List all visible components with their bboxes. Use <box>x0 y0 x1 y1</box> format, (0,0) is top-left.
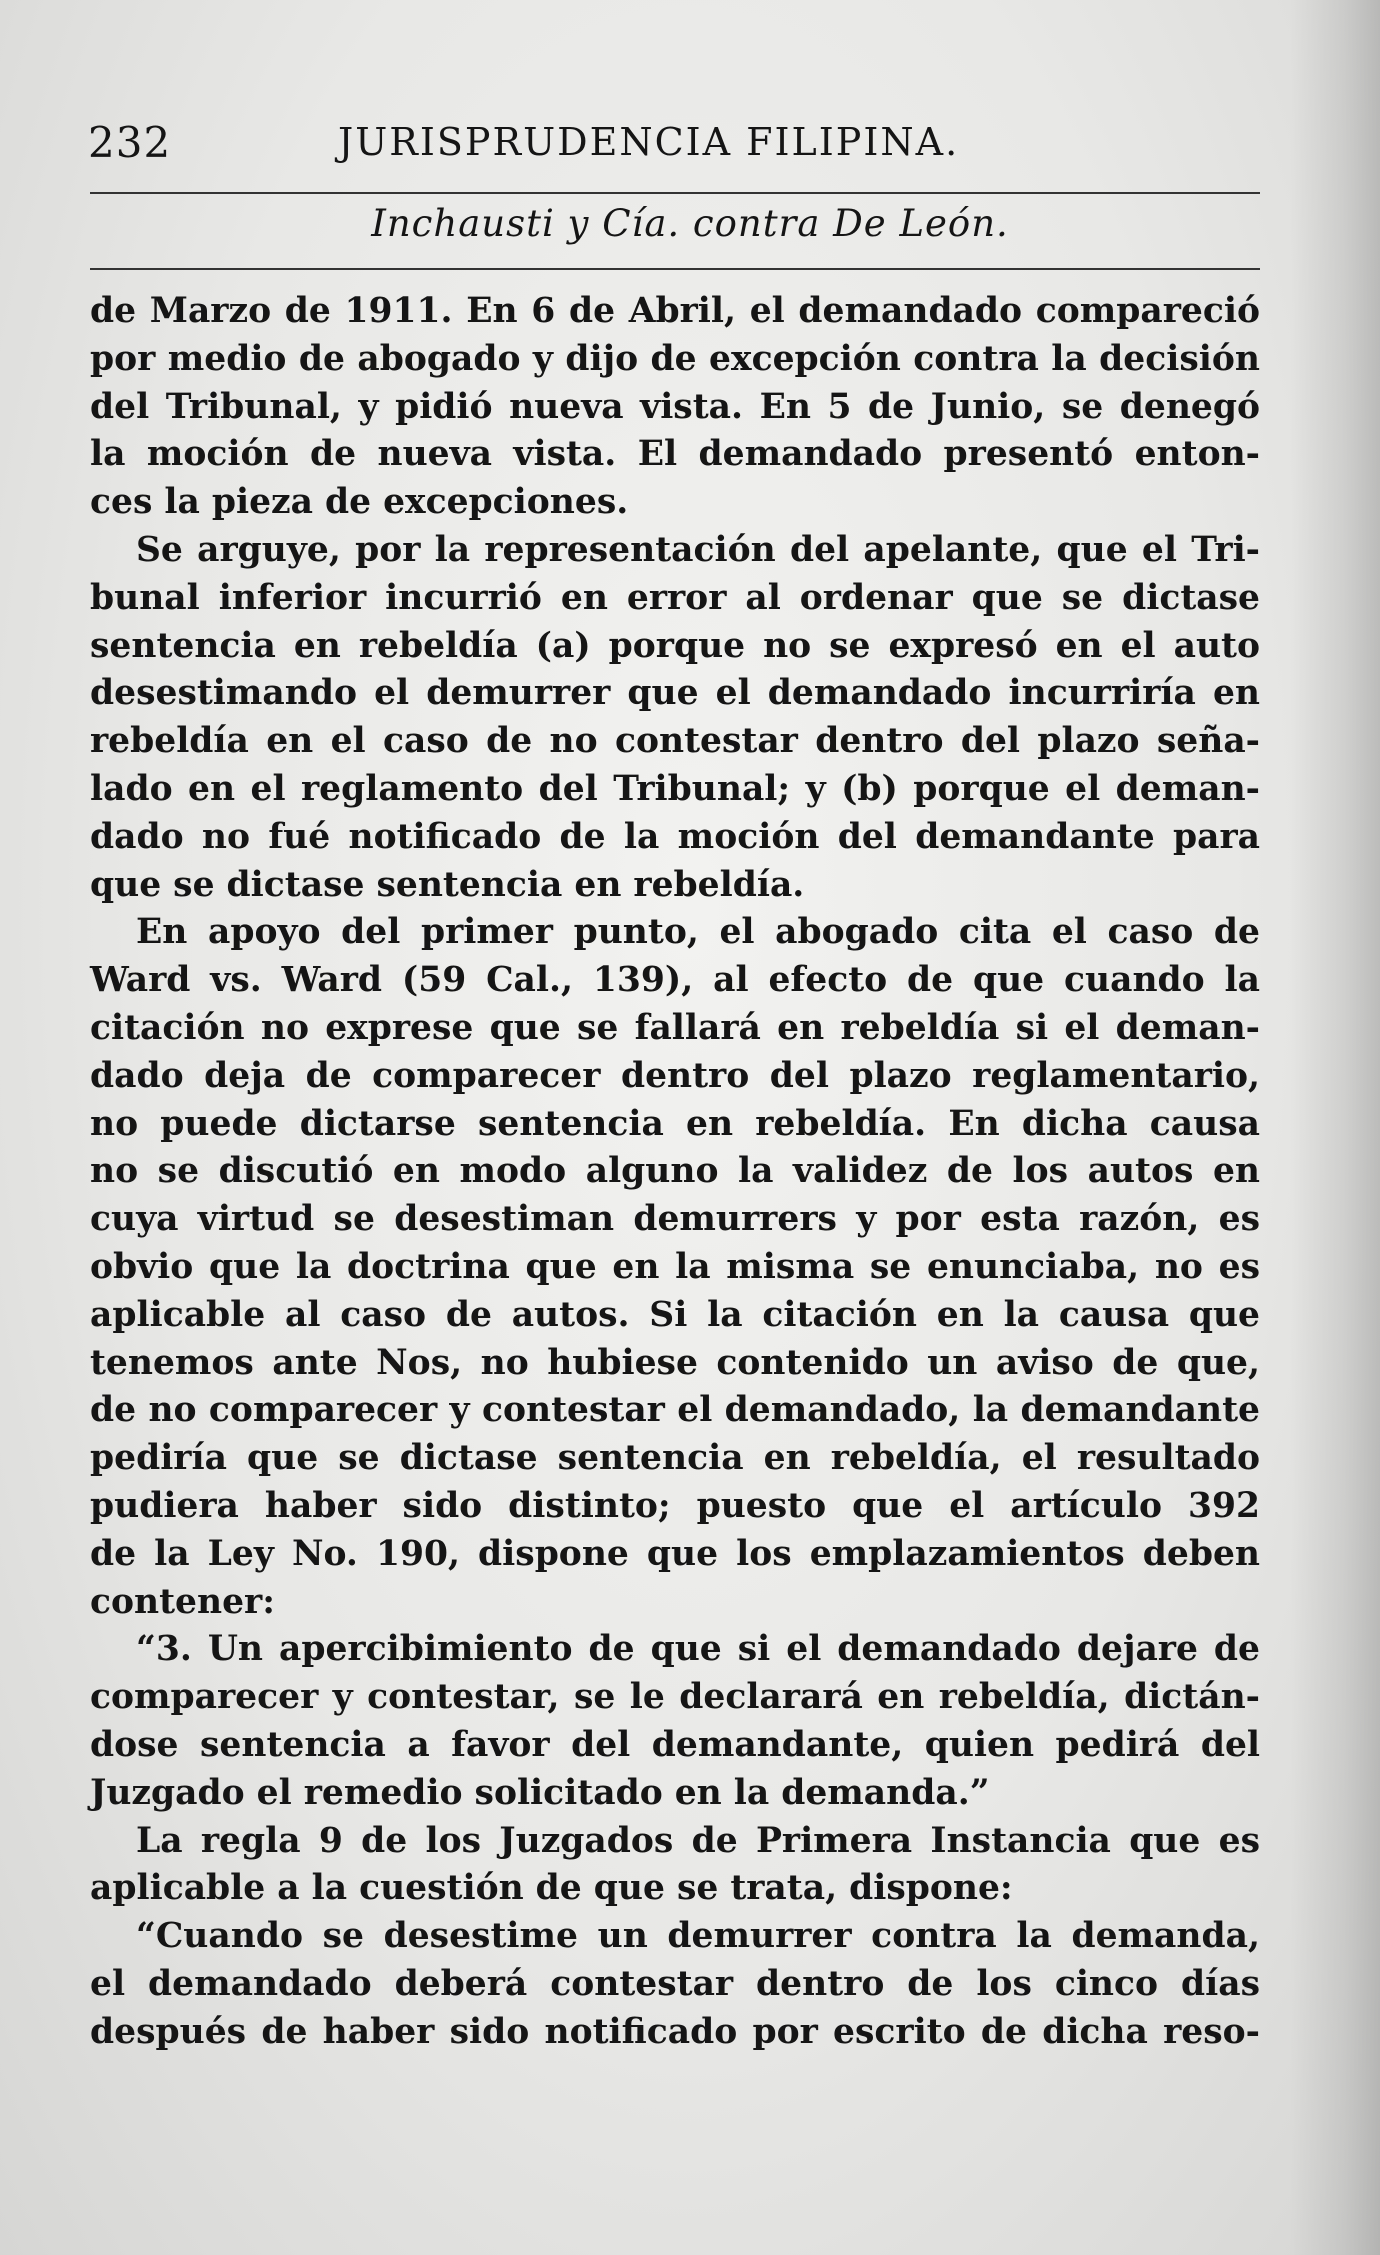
text-line: “3. Un apercibimiento de que si el demandado dejare de <box>136 1629 1260 1670</box>
text-line: cuya virtud se desestiman demurrers y por esta razón, es <box>90 1199 1260 1240</box>
text-line: que se dictase sentencia en rebeldía. <box>90 864 805 905</box>
text-line: rebeldía en el caso de no contestar dentro del plazo seña- <box>90 721 1260 762</box>
header-rule-bottom <box>90 268 1260 270</box>
body-text <box>90 288 1260 2056</box>
text-line: obvio que la doctrina que en la misma se enunciaba, no es <box>90 1246 1260 1287</box>
text-line: de Marzo de 1911. En 6 de Abril, el demandado compareció <box>90 291 1260 331</box>
text-line: “Cuando se desestime un demurrer contra la demanda, <box>136 1916 1260 1957</box>
running-title: JURISPRUDENCIA FILIPINA. <box>338 120 960 164</box>
text-line: sentencia en rebeldía (a) porque no se expresó en el auto <box>90 625 1260 666</box>
text-line: dose sentencia a favor del demandante, quien pedirá del <box>90 1724 1260 1765</box>
text-line: pediría que se dictase sentencia en rebeldía, el resultado <box>90 1438 1260 1479</box>
text-line: no puede dictarse sentencia en rebeldía. En dicha causa <box>90 1103 1260 1144</box>
header-rule-top <box>90 192 1260 194</box>
text-line: después de haber sido notificado por escrito de dicha reso- <box>90 2011 1260 2052</box>
page-edge-shadow <box>1290 0 1380 2255</box>
page-header <box>88 118 1263 178</box>
text-line: Se arguye, por la representación del apelante, que el Tri- <box>136 529 1260 570</box>
text-line: citación no exprese que se fallará en rebeldía si el deman- <box>90 1007 1260 1048</box>
text-line: de la Ley No. 190, dispone que los emplazamientos deben <box>90 1533 1260 1574</box>
page-number: 232 <box>88 118 172 167</box>
text-line: En apoyo del primer punto, el abogado cita el caso de <box>136 912 1260 953</box>
text-line: aplicable a la cuestión de que se trata, dispone: <box>90 1868 1013 1909</box>
text-line: ces la pieza de excepciones. <box>90 482 629 523</box>
text-line: del Tribunal, y pidió nueva vista. En 5 de Junio, se denegó <box>90 386 1260 427</box>
text-line: la moción de nueva vista. El demandado presentó enton- <box>90 434 1260 475</box>
text-line: pudiera haber sido distinto; puesto que el artículo 392 <box>90 1485 1260 1526</box>
text-line: contener: <box>90 1581 275 1622</box>
text-line: dado deja de comparecer dentro del plazo reglamentario, <box>90 1055 1260 1096</box>
text-line: dado no fué notificado de la moción del demandante para <box>90 816 1260 857</box>
text-line: Ward vs. Ward (59 Cal., 139), al efecto de que cuando la <box>90 960 1260 1001</box>
text-line: comparecer y contestar, se le declarará en rebeldía, dictán- <box>90 1677 1260 1718</box>
text-line: La regla 9 de los Juzgados de Primera Instancia que es <box>136 1820 1260 1861</box>
text-line: desestimando el demurrer que el demandado incurriría en <box>90 673 1260 714</box>
case-title: Inchausti y Cía. contra De León. <box>371 202 1009 245</box>
text-line: de no comparecer y contestar el demandado, la demandante <box>90 1390 1260 1431</box>
text-line: el demandado deberá contestar dentro de los cinco días <box>90 1963 1260 2004</box>
text-line: Juzgado el remedio solicitado en la demanda.” <box>90 1772 990 1813</box>
text-line: por medio de abogado y dijo de excepción contra la decisión <box>90 338 1260 379</box>
text-line: bunal inferior incurrió en error al ordenar que se dictase <box>90 577 1260 618</box>
text-line: no se discutió en modo alguno la validez de los autos en <box>90 1151 1260 1192</box>
text-line: tenemos ante Nos, no hubiese contenido un aviso de que, <box>90 1342 1260 1383</box>
text-line: aplicable al caso de autos. Si la citación en la causa que <box>90 1294 1260 1335</box>
text-line: lado en el reglamento del Tribunal; y (b) porque el deman- <box>90 768 1260 809</box>
